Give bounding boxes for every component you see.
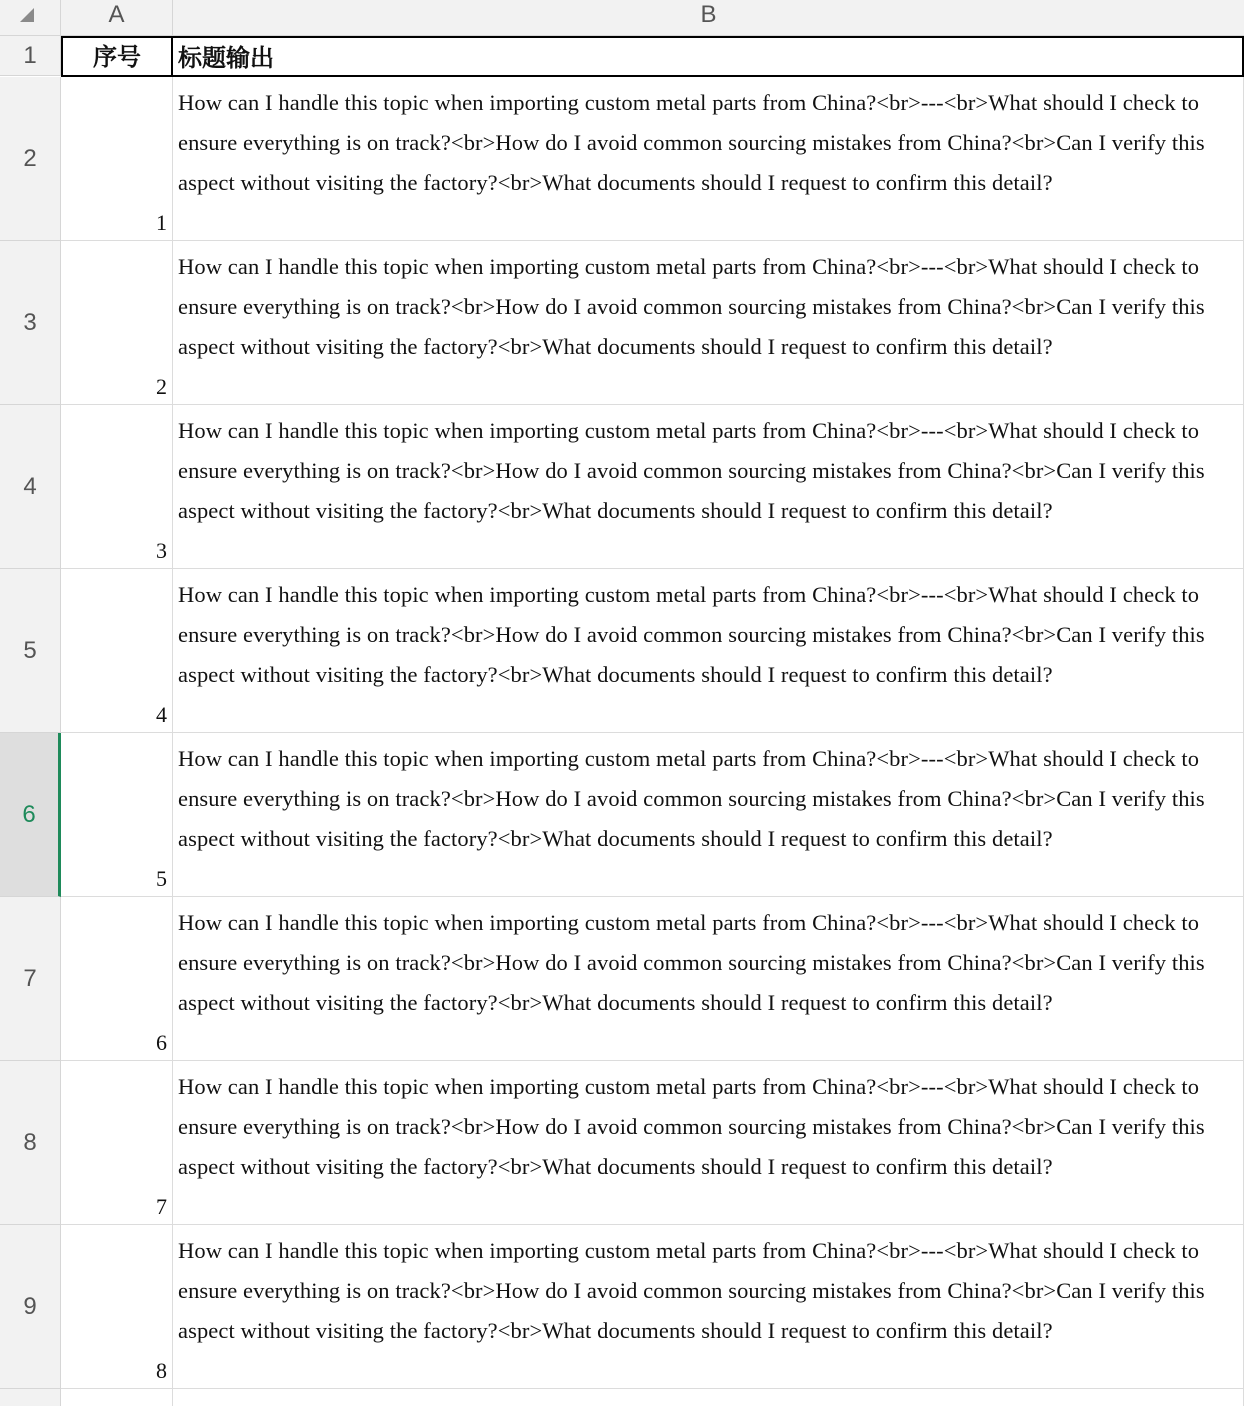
row-header-5[interactable]: 5 xyxy=(0,569,61,733)
cell-title-output[interactable] xyxy=(173,77,1244,241)
index-value: 4 xyxy=(156,702,167,727)
row-header-3[interactable]: 3 xyxy=(0,241,61,405)
cell-title-output[interactable] xyxy=(173,569,1244,733)
cell-title-output[interactable] xyxy=(173,241,1244,405)
row-header-8[interactable]: 8 xyxy=(0,1061,61,1225)
cell-index[interactable] xyxy=(61,897,173,1061)
cell-title-output[interactable] xyxy=(173,1061,1244,1225)
select-all-corner[interactable] xyxy=(0,0,61,36)
index-value: 1 xyxy=(156,210,167,235)
title-output-text: How can I handle this topic when importing custom metal parts from China?<br>---<br>What should I check to ensure everything is on track?<br>How do I avoid common sourcing mistakes from China?<br>Can I verify this aspect without visiting the factory?<br>What documents should I request to confirm this detail? xyxy=(178,90,1205,195)
title-output-text: How can I handle this topic when importing custom metal parts from China?<br>---<br>What should I check to ensure everything is on track?<br>How do I avoid common sourcing mistakes from China?<br>Can I verify this aspect without visiting the factory?<br>What documents should I request to confirm this detail? xyxy=(178,254,1205,359)
index-value: 6 xyxy=(156,1030,167,1055)
index-value: 7 xyxy=(156,1194,167,1219)
row-header-1[interactable]: 1 xyxy=(0,36,61,76)
index-value: 2 xyxy=(156,374,167,399)
index-value: 3 xyxy=(156,538,167,563)
title-output-text: How can I handle this topic when importing custom metal parts from China?<br>---<br>What should I check to ensure everything is on track?<br>How do I avoid common sourcing mistakes from China?<br>Can I verify this aspect without visiting the factory?<br>What documents should I request to confirm this detail? xyxy=(178,1238,1205,1343)
index-value: 5 xyxy=(156,866,167,891)
column-header-a[interactable]: A xyxy=(61,0,173,36)
title-output-text: How can I handle this topic when importing custom metal parts from China?<br>---<br>What should I check to ensure everything is on track?<br>How do I avoid common sourcing mistakes from China?<br>Can I verify this aspect without visiting the factory?<br>What documents should I request to confirm this detail? xyxy=(178,910,1205,1015)
row-header-2[interactable]: 2 xyxy=(0,77,61,241)
row-header-7[interactable]: 7 xyxy=(0,897,61,1061)
row-header-partial[interactable] xyxy=(0,1389,61,1406)
index-value: 8 xyxy=(156,1358,167,1383)
column-header-bar xyxy=(0,0,1244,36)
select-all-triangle-icon xyxy=(20,8,34,22)
title-output-text: How can I handle this topic when importing custom metal parts from China?<br>---<br>What should I check to ensure everything is on track?<br>How do I avoid common sourcing mistakes from China?<br>Can I verify this aspect without visiting the factory?<br>What documents should I request to confirm this detail? xyxy=(178,1074,1205,1179)
cell-index[interactable] xyxy=(61,77,173,241)
header-cell-title-output[interactable]: 标题输出 xyxy=(173,36,1244,77)
cell-title-output[interactable] xyxy=(173,405,1244,569)
row-header-4[interactable]: 4 xyxy=(0,405,61,569)
cell-index[interactable] xyxy=(61,241,173,405)
cell-index[interactable] xyxy=(61,733,173,897)
row-header-6[interactable]: 6 xyxy=(0,733,61,897)
row-header-9[interactable]: 9 xyxy=(0,1225,61,1389)
cell-title-output[interactable] xyxy=(173,897,1244,1061)
header-cell-index[interactable]: 序号 xyxy=(61,36,173,77)
cell-index-partial[interactable] xyxy=(61,1389,173,1406)
title-output-text: How can I handle this topic when importing custom metal parts from China?<br>---<br>What should I check to ensure everything is on track?<br>How do I avoid common sourcing mistakes from China?<br>Can I verify this aspect without visiting the factory?<br>What documents should I request to confirm this detail? xyxy=(178,582,1205,687)
cell-index[interactable] xyxy=(61,405,173,569)
title-output-text: How can I handle this topic when importing custom metal parts from China?<br>---<br>What should I check to ensure everything is on track?<br>How do I avoid common sourcing mistakes from China?<br>Can I verify this aspect without visiting the factory?<br>What documents should I request to confirm this detail? xyxy=(178,418,1205,523)
cell-title-output[interactable] xyxy=(173,1225,1244,1389)
column-header-b[interactable]: B xyxy=(700,1,717,28)
title-output-text: How can I handle this topic when importing custom metal parts from China?<br>---<br>What should I check to ensure everything is on track?<br>How do I avoid common sourcing mistakes from China?<br>Can I verify this aspect without visiting the factory?<br>What documents should I request to confirm this detail? xyxy=(178,746,1205,851)
cell-index[interactable] xyxy=(61,1225,173,1389)
cell-index[interactable] xyxy=(61,569,173,733)
cell-title-output[interactable] xyxy=(173,733,1244,897)
cell-index[interactable] xyxy=(61,1061,173,1225)
cell-title-output-partial[interactable] xyxy=(173,1389,1244,1406)
